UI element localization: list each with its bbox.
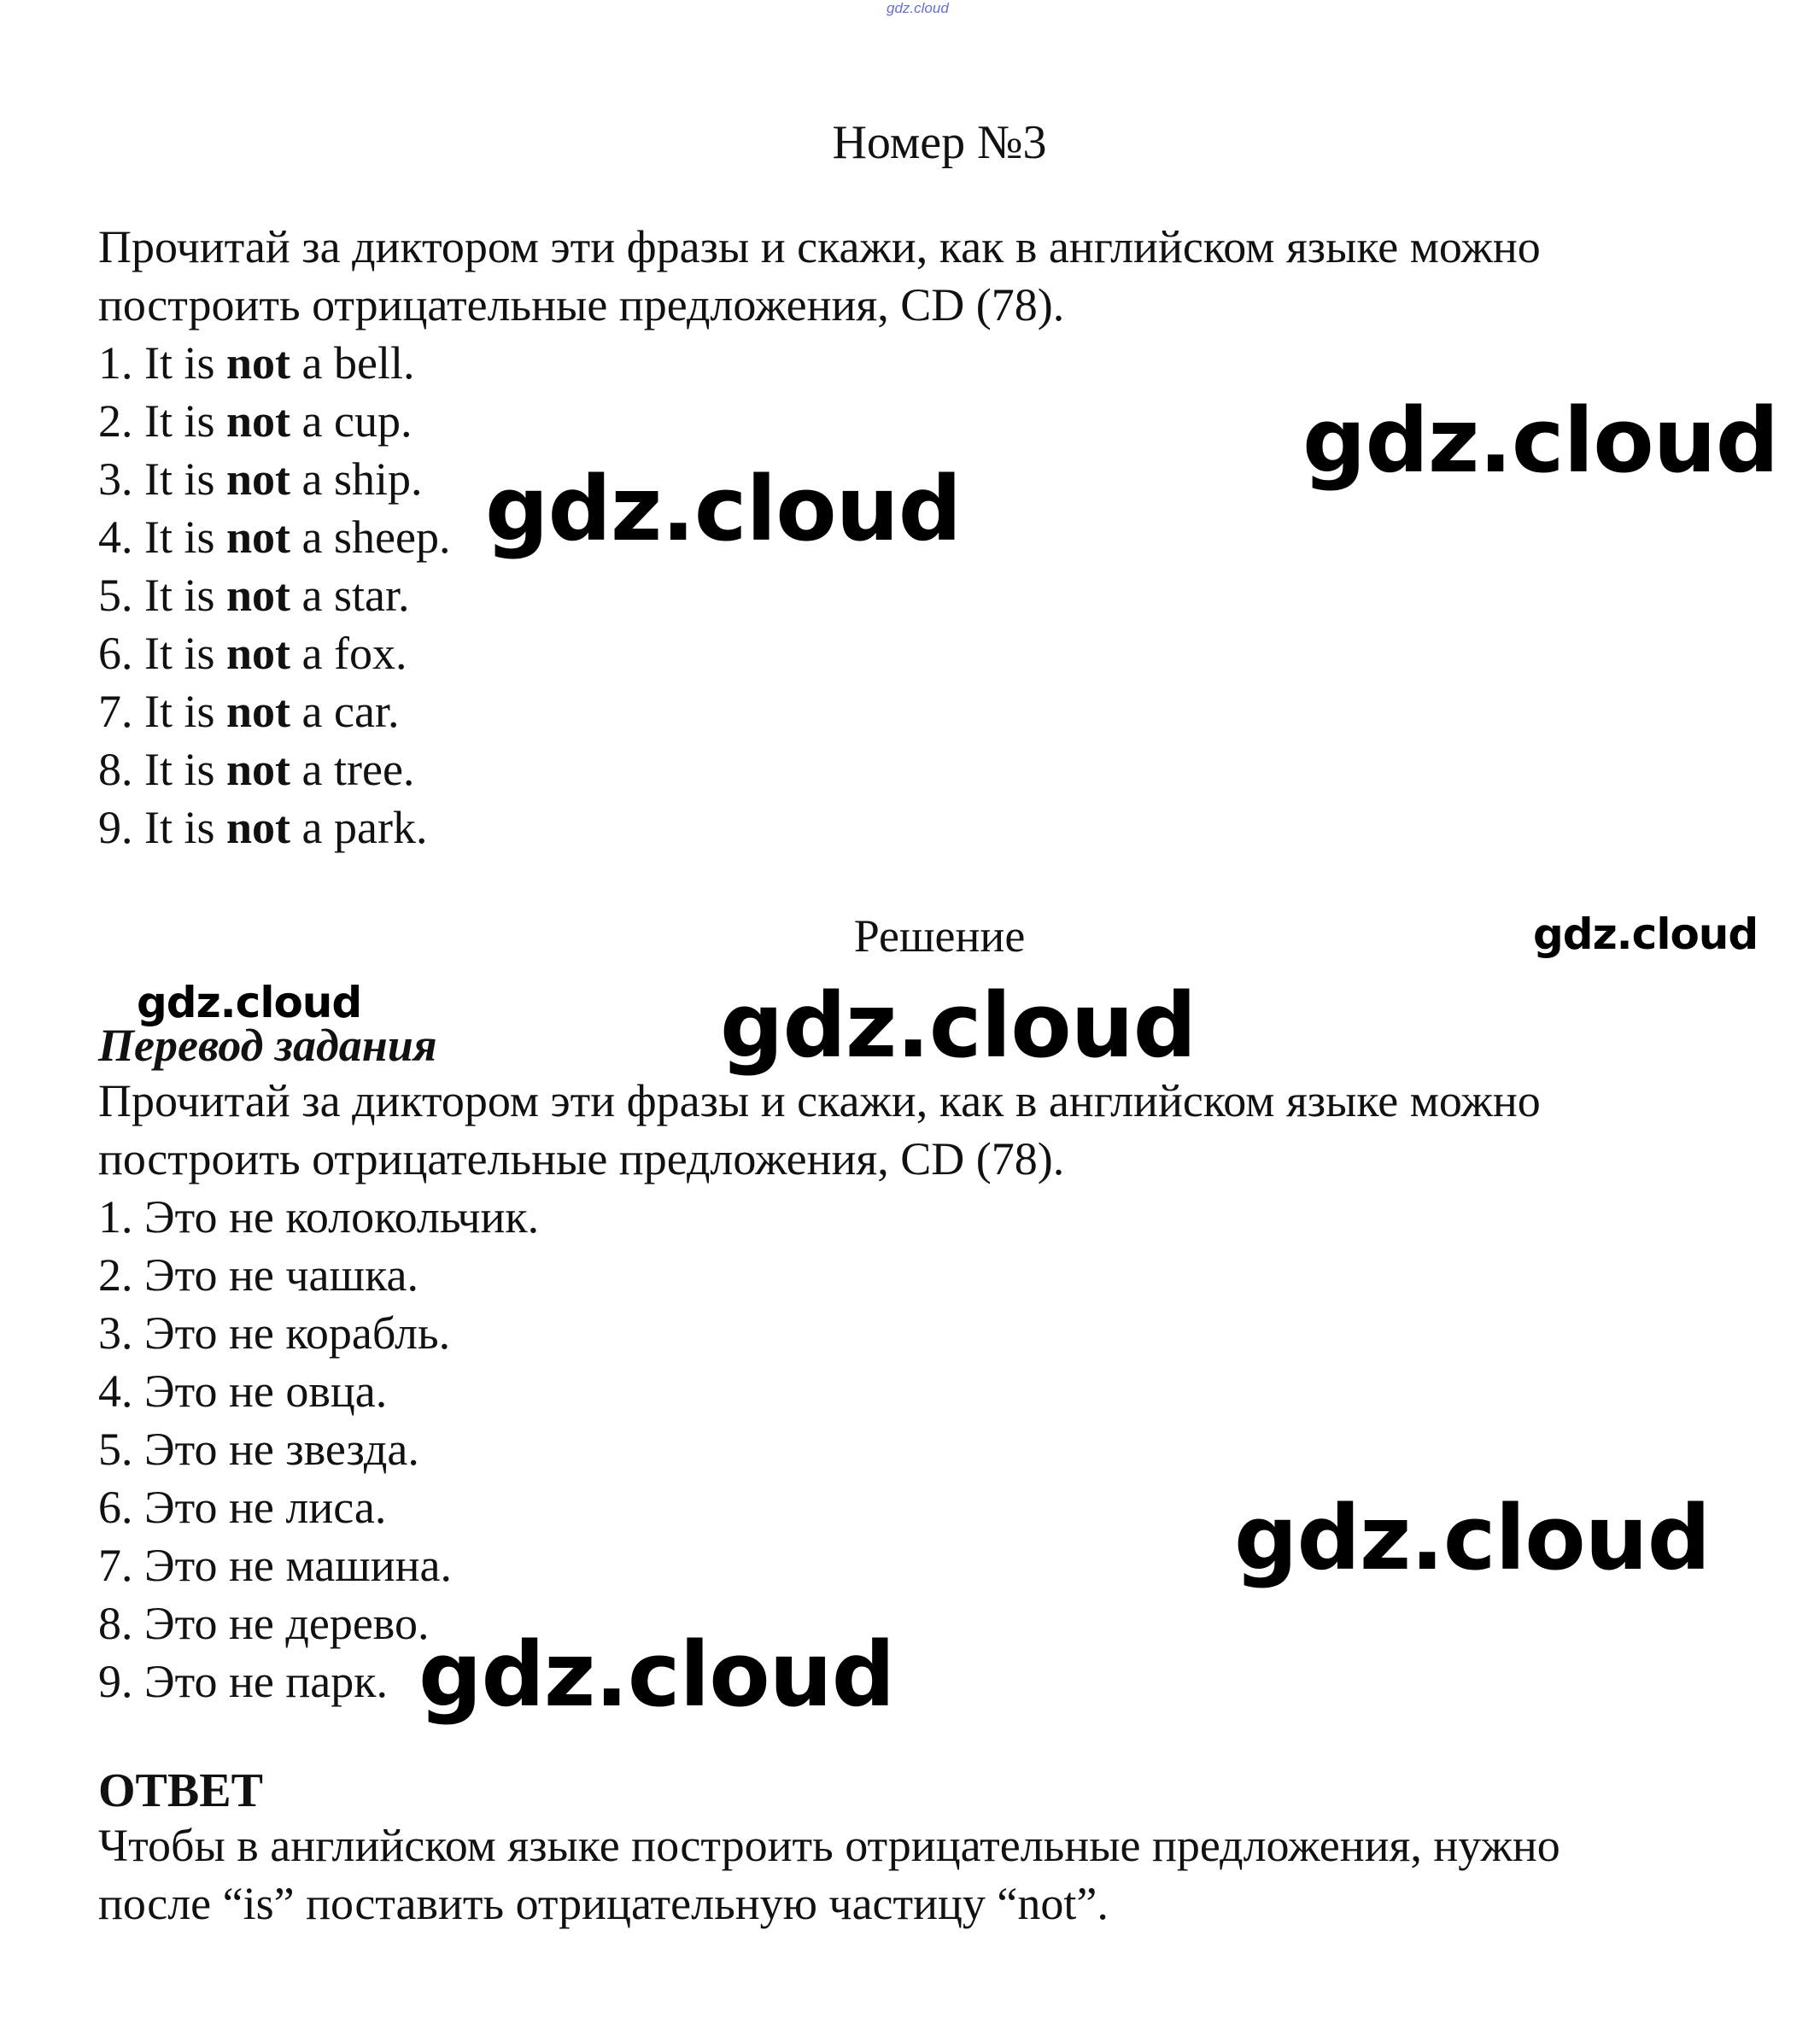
list-item: 2. Это не чашка. — [98, 1249, 418, 1301]
list-item: 8. It is not a tree. — [98, 744, 415, 795]
list-item: 3. Это не корабль. — [98, 1307, 451, 1359]
watermark: gdz.cloud — [720, 974, 1197, 1078]
translation-task-line: построить отрицательные предложения, CD (78). — [98, 1133, 1065, 1184]
translation-task-line: Прочитай за диктором эти фразы и скажи, как в английском языке можно — [98, 1075, 1541, 1126]
list-item: 7. Это не машина. — [98, 1540, 453, 1591]
sentence-list — [98, 334, 450, 857]
list-item: 7. It is not a car. — [98, 686, 400, 737]
list-item: 4. It is not a sheep. — [98, 512, 451, 563]
watermark: gdz.cloud — [1533, 909, 1759, 959]
list-item: 5. It is not a star. — [98, 570, 410, 621]
task-line: Прочитай за диктором эти фразы и скажи, как в английском языке можно — [98, 221, 1541, 272]
watermark: gdz.cloud — [1234, 1486, 1711, 1590]
task-text — [98, 218, 1747, 334]
answer-heading: ОТВЕТ — [98, 1764, 263, 1817]
list-item: 6. Это не лиса. — [98, 1482, 387, 1533]
list-item: 2. It is not a cup. — [98, 395, 413, 447]
page-title: Номер №3 — [832, 116, 1047, 169]
list-item: 6. It is not a fox. — [98, 628, 407, 679]
top-watermark: gdz.cloud — [887, 0, 949, 16]
list-item: 8. Это не дерево. — [98, 1598, 430, 1649]
list-item: 5. Это не звезда. — [98, 1424, 419, 1475]
solution-heading: Решение — [853, 910, 1026, 962]
watermark: gdz.cloud — [1302, 389, 1779, 493]
list-item: 9. It is not a park. — [98, 802, 428, 853]
answer-line: Чтобы в английском языке построить отрицательные предложения, нужно — [98, 1820, 1560, 1871]
list-item: 3. It is not a ship. — [98, 453, 423, 505]
watermark: gdz.cloud — [137, 978, 362, 1027]
translation-task-text — [98, 1072, 1747, 1188]
translation-heading: Перевод задания — [98, 1020, 437, 1071]
list-item: 1. Это не колокольчик. — [98, 1191, 540, 1243]
watermark: gdz.cloud — [418, 1623, 895, 1727]
list-item: 4. Это не овца. — [98, 1366, 388, 1417]
answer-text — [98, 1816, 1747, 1933]
answer-line: после “is” поставить отрицательную частицу “not”. — [98, 1878, 1109, 1929]
watermark: gdz.cloud — [485, 457, 962, 561]
list-item: 1. It is not a bell. — [98, 337, 415, 389]
list-item: 9. Это не парк. — [98, 1656, 389, 1707]
task-line: построить отрицательные предложения, CD (78). — [98, 279, 1065, 330]
